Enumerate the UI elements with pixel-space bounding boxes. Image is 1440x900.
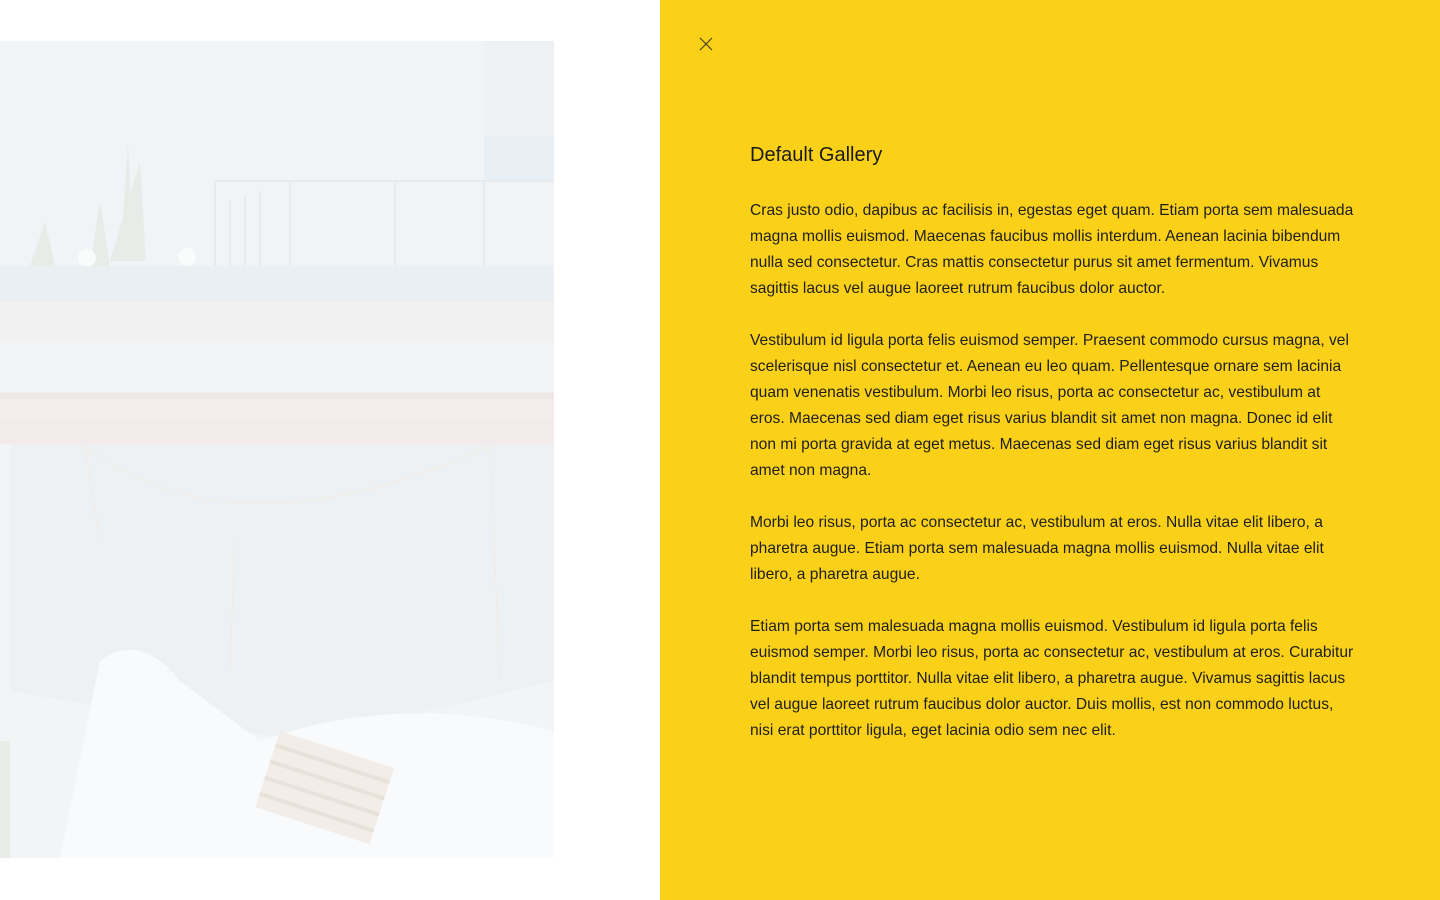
panel-title: Default Gallery [750,144,883,166]
gallery-info-panel [660,0,1440,900]
panel-content [750,140,1354,770]
close-icon [699,37,713,51]
gallery-photo[interactable] [0,41,554,858]
panel-paragraph-4: Etiam porta sem malesuada magna mollis euismod. Vestibulum id ligula porta felis euismod semper. Morbi leo risus, porta ac consectetur ac, vestibulum at eros. Curabitur blandit tempus porttitor. Nulla vitae elit libero, a pharetra augue. Vivamus sagittis lacus vel augue laoreet rutrum faucibus dolor auctor. Duis mollis, est non commodo luctus, nisi erat porttitor ligula, eget lacinia odio sem nec elit. [750,618,1354,739]
panel-paragraph-2: Vestibulum id ligula porta felis euismod semper. Praesent commodo cursus magna, vel scelerisque nisl consectetur et. Aenean eu leo quam. Pellentesque ornare sem lacinia quam venenatis vestibulum. Morbi leo risus, porta ac consectetur ac, vestibulum at eros. Maecenas sed diam eget risus varius blandit sit amet non magna. Donec id elit non mi porta gravida at eget metus. Maecenas sed diam eget risus varius blandit sit amet non magna. [750,332,1349,479]
image-overlay [0,41,554,858]
close-button[interactable] [696,34,716,54]
panel-paragraph-1: Cras justo odio, dapibus ac facilisis in, egestas eget quam. Etiam porta sem malesuada magna mollis euismod. Maecenas faucibus mollis interdum. Aenean lacinia bibendum nulla sed consectetur. Cras mattis consectetur purus sit amet fermentum. Vivamus sagittis lacus vel augue laoreet rutrum faucibus dolor auctor. [750,202,1354,297]
panel-paragraph-3: Morbi leo risus, porta ac consectetur ac, vestibulum at eros. Nulla vitae elit libero, a pharetra augue. Etiam porta sem malesuada magna mollis euismod. Nulla vitae elit libero, a pharetra augue. [750,514,1324,583]
